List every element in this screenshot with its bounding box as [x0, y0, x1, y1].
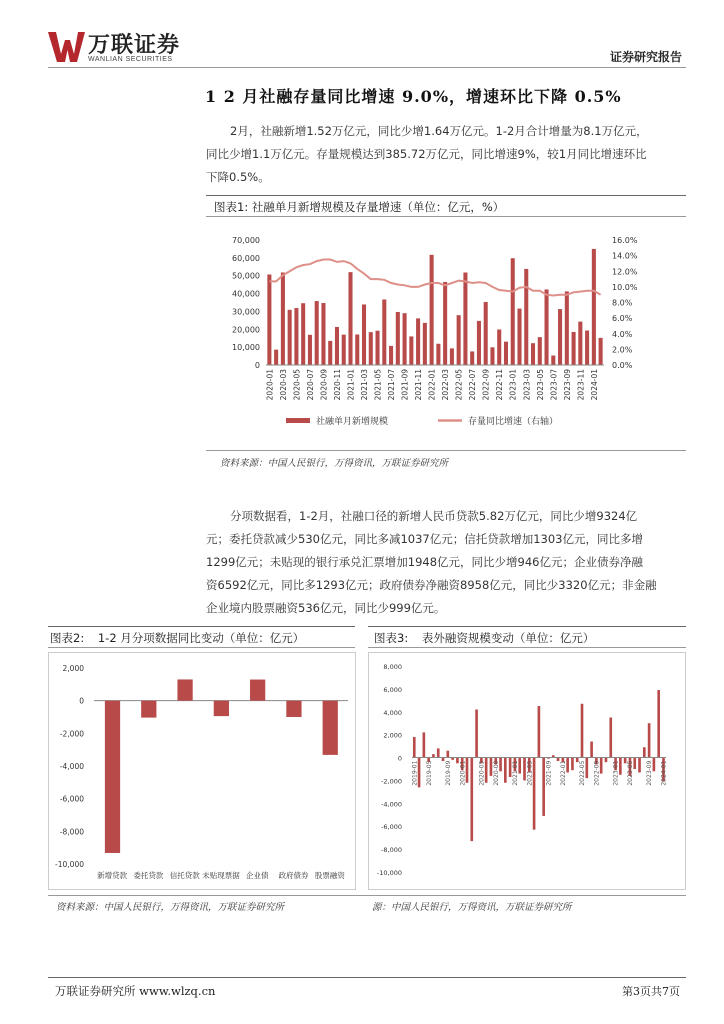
header-divider: [48, 67, 686, 68]
figure-3-chart: [368, 652, 686, 890]
bar-new-financing: [376, 331, 380, 365]
bar-yoy-change: [323, 701, 338, 755]
logo-subtitle: WANLIAN SECURITIES: [88, 56, 173, 63]
y-right-tick: 14.0%: [612, 251, 638, 261]
figure-1-chart: [206, 222, 686, 454]
y-tick: 0: [79, 696, 84, 706]
x-tick: 2024-01: [660, 760, 668, 786]
y-tick: -2,000: [381, 777, 402, 786]
bar-new-financing: [315, 301, 319, 365]
bar-new-financing: [592, 249, 596, 365]
paragraph-1-line-1: 2月，社融新增1.52万亿元，同比少增1.64万亿元。1-2月合计增量为8.1万亿元，: [230, 124, 648, 138]
bar-new-financing: [517, 309, 521, 365]
bar-offbalance-change: [581, 704, 584, 758]
bar-new-financing: [430, 255, 434, 365]
y-right-tick: 10.0%: [612, 282, 638, 292]
page-number: 第3页共7页: [622, 985, 680, 998]
y-right-tick: 0.0%: [612, 361, 633, 370]
bar-new-financing: [477, 321, 481, 365]
x-tick: 2021-01: [512, 760, 520, 786]
x-tick: 2023-09: [646, 760, 654, 786]
x-tick: 2021-11: [414, 369, 424, 401]
x-tick: 2023-07: [549, 369, 559, 401]
bar-offbalance-change: [432, 754, 435, 757]
x-tick: 2021-09: [545, 760, 553, 786]
stock-growth-line: [269, 260, 600, 296]
bar-yoy-change: [214, 701, 229, 716]
bar-new-financing: [463, 273, 467, 366]
figure-1-bottom-divider: [206, 450, 686, 451]
y-tick: -2,000: [59, 729, 84, 739]
y-tick: -4,000: [381, 800, 402, 809]
x-tick: 2021-05: [526, 760, 534, 786]
footer-website: 万联证券研究所 www.wlzq.cn: [55, 984, 216, 998]
bar-new-financing: [490, 347, 494, 365]
bar-new-financing: [281, 273, 285, 366]
x-tick: 2020-11: [332, 369, 342, 401]
y-left-tick: 30,000: [232, 307, 260, 317]
company-logo: [48, 30, 208, 66]
bar-new-financing: [572, 332, 576, 365]
x-tick: 2020-01: [265, 369, 275, 401]
bar-new-financing: [497, 329, 501, 365]
bar-new-financing: [409, 336, 413, 365]
bar-new-financing: [578, 322, 582, 365]
y-right-tick: 2.0%: [612, 345, 633, 355]
bar-yoy-change: [141, 701, 156, 718]
bar-offbalance-change: [576, 758, 579, 763]
x-tick: 2023-01: [508, 369, 518, 401]
y-left-tick: 40,000: [232, 289, 260, 299]
bar-new-financing: [558, 309, 562, 365]
bar-offbalance-change: [590, 742, 593, 758]
x-tick: 2021-05: [373, 369, 383, 401]
y-tick: 8,000: [383, 663, 402, 671]
bar-new-financing: [308, 335, 312, 365]
bar-offbalance-change: [442, 758, 445, 761]
paragraph-2-line-2: 元；委托贷款减少530亿元，同比多减1037亿元；信托贷款增加1303亿元，同比多增: [206, 532, 643, 546]
legend-bar-swatch: [286, 418, 310, 423]
y-right-tick: 16.0%: [612, 236, 638, 245]
x-tick: 2022-03: [441, 369, 451, 401]
figure-3-source: 源：中国人民银行，万得资讯，万联证券研究所: [372, 902, 572, 913]
bar-yoy-change: [286, 701, 301, 717]
x-tick: 2020-03: [278, 369, 288, 401]
bar-offbalance-change: [523, 758, 526, 781]
y-tick: -8,000: [381, 846, 402, 855]
bar-new-financing: [335, 327, 339, 365]
category-label: 未贴现票据: [202, 871, 240, 880]
y-tick: 4,000: [383, 708, 402, 717]
y-left-tick: 70,000: [232, 236, 260, 245]
x-tick: 2021-01: [346, 369, 356, 401]
x-tick: 2023-05: [535, 369, 545, 401]
y-right-tick: 4.0%: [612, 329, 633, 339]
x-tick: 2023-05: [627, 760, 635, 786]
legend-label-new-financing: 社融单月新增规模: [316, 417, 389, 427]
bar-new-financing: [423, 323, 427, 365]
figure-1-source: 资料来源：中国人民银行，万得资讯，万联证券研究所: [220, 458, 449, 469]
y-left-tick: 0: [254, 361, 260, 370]
bar-new-financing: [342, 335, 346, 365]
y-tick: 2,000: [62, 664, 84, 673]
bar-new-financing: [396, 312, 400, 365]
bar-new-financing: [436, 344, 440, 365]
y-tick: -6,000: [381, 823, 402, 832]
bar-new-financing: [416, 318, 420, 365]
bar-offbalance-change: [490, 758, 493, 776]
bar-new-financing: [443, 282, 447, 365]
figure-3-title-text: 表外融资规模变动（单位：亿元）: [421, 631, 595, 645]
y-tick: -8,000: [59, 827, 84, 837]
y-tick: -10,000: [376, 869, 402, 877]
bar-yoy-change: [177, 679, 192, 700]
bar-offbalance-change: [605, 758, 608, 763]
category-label: 新增贷款: [97, 871, 128, 880]
x-tick: 2022-07: [468, 369, 478, 401]
figure-2-chart: [48, 652, 356, 890]
bar-offbalance-change: [456, 758, 459, 764]
x-tick: 2020-09: [492, 760, 500, 786]
y-tick: 2,000: [383, 731, 402, 740]
bar-new-financing: [348, 272, 352, 365]
bar-offbalance-change: [504, 758, 507, 783]
bar-new-financing: [484, 302, 488, 365]
bar-offbalance-change: [638, 758, 641, 773]
bar-new-financing: [288, 310, 292, 365]
y-tick: -4,000: [59, 762, 84, 771]
bar-new-financing: [267, 274, 271, 365]
x-tick: 2022-11: [495, 369, 505, 401]
bar-offbalance-change: [571, 758, 574, 771]
bar-offbalance-change: [447, 751, 450, 758]
figure-2-title: [48, 626, 355, 648]
x-tick: 2023-03: [522, 369, 532, 401]
x-tick: 2021-09: [400, 369, 410, 401]
y-right-tick: 12.0%: [612, 267, 638, 277]
x-tick: 2024-01: [589, 369, 599, 401]
bar-offbalance-change: [423, 732, 426, 757]
x-tick: 2023-01: [612, 760, 620, 786]
paragraph-2-line-3: 1299亿元；未贴现的银行承兑汇票增加1948亿元，同比少增946亿元；企业债券净融: [206, 555, 643, 569]
bar-new-financing: [294, 308, 298, 365]
x-tick: 2021-03: [360, 369, 370, 401]
bar-offbalance-change: [542, 758, 545, 816]
bar-new-financing: [551, 356, 555, 365]
y-tick: 0: [397, 754, 402, 763]
logo-text: 万联证券: [88, 33, 181, 58]
x-tick: 2022-05: [579, 760, 587, 786]
bar-new-financing: [355, 334, 359, 365]
bar-new-financing: [524, 269, 528, 365]
bar-new-financing: [599, 338, 603, 365]
bar-new-financing: [369, 332, 373, 365]
bar-offbalance-change: [470, 758, 473, 842]
bar-new-financing: [403, 313, 407, 365]
bar-offbalance-change: [657, 690, 660, 758]
bar-new-financing: [470, 351, 474, 365]
x-tick: 2019-01: [411, 760, 419, 786]
bar-offbalance-change: [538, 706, 541, 758]
x-tick: 2020-01: [459, 760, 467, 786]
paragraph-1-line-2: 同比少增1.1万亿元。存量规模达到385.72万亿元，同比增速9%，较1月同比增速环比: [206, 147, 647, 161]
x-tick: 2020-05: [292, 369, 302, 401]
footer-divider: [48, 977, 686, 978]
bar-offbalance-change: [609, 718, 612, 758]
figure-2-source: 资料来源：中国人民银行，万得资讯，万联证券研究所: [56, 902, 285, 913]
bar-offbalance-change: [475, 709, 478, 757]
y-left-tick: 20,000: [232, 325, 260, 335]
bar-new-financing: [328, 341, 332, 365]
x-tick: 2020-09: [319, 369, 329, 401]
figure-2-title-text: 1-2 月分项数据同比变动（单位：亿元）: [97, 631, 305, 645]
y-tick: 6,000: [383, 685, 402, 694]
paragraph-2-line-4: 资6592亿元，同比多1293亿元；政府债券净融资8958亿元，同比少3320亿元；非金融: [206, 578, 657, 592]
category-label: 股票融资: [314, 871, 345, 880]
category-label: 企业债: [246, 871, 269, 880]
logo-mark-icon: [48, 30, 86, 64]
x-tick: 2022-01: [559, 760, 567, 786]
bar-offbalance-change: [648, 723, 651, 757]
bar-new-financing: [565, 291, 569, 365]
y-tick: -6,000: [59, 794, 84, 804]
bar-offbalance-change: [643, 747, 646, 757]
x-tick: 2019-05: [425, 760, 433, 786]
bar-new-financing: [382, 299, 386, 365]
bar-offbalance-change: [557, 758, 560, 761]
legend-label-stock-growth: 存量同比增速（右轴）: [468, 417, 559, 427]
category-label: 信托贷款: [169, 871, 200, 880]
x-tick: 2022-09: [481, 369, 491, 401]
bar-new-financing: [504, 342, 508, 365]
report-type-label: 证券研究报告: [609, 50, 682, 64]
bar-new-financing: [457, 315, 461, 365]
bar-new-financing: [450, 348, 454, 365]
bar-new-financing: [362, 304, 366, 365]
bar-yoy-change: [105, 701, 120, 853]
section-headline: 1 2 月社融存量同比增速 9.0%，增速环比下降 0.5%: [205, 87, 622, 106]
bar-new-financing: [389, 346, 393, 365]
bar-new-financing: [301, 303, 305, 365]
bar-offbalance-change: [437, 748, 440, 757]
y-right-tick: 8.0%: [612, 298, 633, 308]
x-tick: 2019-09: [444, 760, 452, 786]
y-right-tick: 6.0%: [612, 314, 633, 324]
bar-new-financing: [274, 350, 278, 365]
paragraph-2-line-5: 企业境内股票融资536亿元，同比少999亿元。: [206, 601, 446, 615]
bar-offbalance-change: [413, 737, 416, 758]
bar-new-financing: [511, 258, 515, 365]
bar-yoy-change: [250, 680, 265, 701]
x-tick: 2020-05: [478, 760, 486, 786]
x-tick: 2021-07: [387, 369, 397, 401]
bar-offbalance-change: [509, 758, 512, 777]
y-tick: -10,000: [55, 860, 84, 869]
paragraph-1-line-3: 下降0.5%。: [206, 170, 270, 184]
paragraph-2-line-1: 分项数据看，1-2月，社融口径的新增人民币贷款5.82万亿元，同比少增9324亿: [230, 509, 638, 523]
y-left-tick: 60,000: [232, 253, 260, 263]
y-left-tick: 50,000: [232, 271, 260, 281]
bar-new-financing: [585, 331, 589, 365]
bar-new-financing: [321, 303, 325, 365]
x-tick: 2023-09: [562, 369, 572, 401]
x-tick: 2022-05: [454, 369, 464, 401]
category-label: 委托贷款: [133, 871, 164, 880]
x-tick: 2022-01: [427, 369, 437, 401]
figure-2-label: 图表2:: [50, 631, 85, 645]
bar-new-financing: [538, 337, 542, 365]
figure-1-title: 图表1: 社融单月新增规模及存量增速（单位：亿元，%）: [206, 195, 686, 217]
y-left-tick: 10,000: [232, 343, 260, 353]
x-tick: 2022-09: [593, 760, 601, 786]
x-tick: 2020-07: [305, 369, 315, 401]
figure-1-legend: [286, 415, 558, 427]
figure-3-label: 图表3:: [374, 631, 409, 645]
bar-new-financing: [545, 289, 549, 365]
bar-new-financing: [531, 343, 535, 365]
figure-3-title: [368, 626, 686, 648]
category-label: 政府债券: [278, 871, 309, 880]
figure-2-3-bottom-divider: [48, 895, 686, 896]
x-tick: 2023-11: [576, 369, 586, 401]
bar-offbalance-change: [624, 758, 627, 764]
